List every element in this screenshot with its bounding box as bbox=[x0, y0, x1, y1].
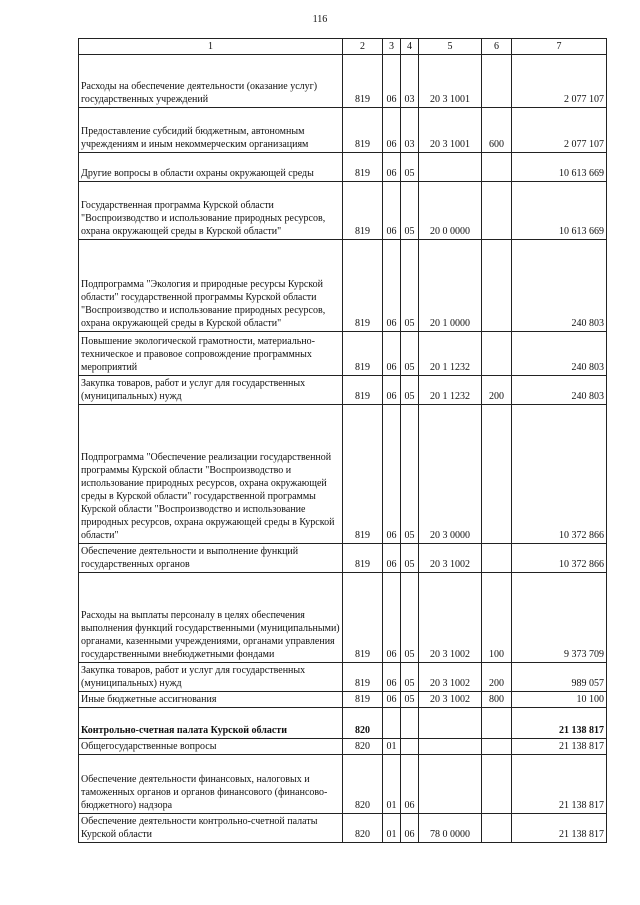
row-section: 06 bbox=[383, 240, 401, 332]
row-target-item bbox=[419, 739, 482, 755]
row-subsection bbox=[401, 739, 419, 755]
row-code: 819 bbox=[343, 405, 383, 544]
row-code: 819 bbox=[343, 332, 383, 376]
row-target-item: 20 3 1001 bbox=[419, 55, 482, 108]
row-section: 06 bbox=[383, 692, 401, 708]
row-section: 06 bbox=[383, 332, 401, 376]
row-expense-type bbox=[482, 240, 512, 332]
row-code: 820 bbox=[343, 755, 383, 814]
table-row bbox=[79, 573, 607, 663]
row-expense-type bbox=[482, 405, 512, 544]
row-description: Предоставление субсидий бюджетным, автономным учреждениям и иным некоммерческим организациям bbox=[79, 108, 343, 153]
row-subsection: 05 bbox=[401, 153, 419, 182]
column-header: 4 bbox=[401, 39, 419, 55]
row-expense-type bbox=[482, 739, 512, 755]
row-target-item bbox=[419, 755, 482, 814]
row-expense-type bbox=[482, 708, 512, 739]
table-row bbox=[79, 692, 607, 708]
row-description: Расходы на обеспечение деятельности (оказание услуг) государственных учреждений bbox=[79, 55, 343, 108]
row-description: Обеспечение деятельности контрольно-счетной палаты Курской области bbox=[79, 814, 343, 843]
row-expense-type bbox=[482, 814, 512, 843]
row-target-item: 20 3 1001 bbox=[419, 108, 482, 153]
row-target-item: 20 3 1002 bbox=[419, 663, 482, 692]
row-amount: 21 138 817 bbox=[512, 755, 607, 814]
table-row bbox=[79, 153, 607, 182]
row-expense-type bbox=[482, 332, 512, 376]
row-code: 819 bbox=[343, 544, 383, 573]
budget-table bbox=[78, 38, 607, 843]
row-amount: 240 803 bbox=[512, 240, 607, 332]
table-row bbox=[79, 55, 607, 108]
row-code: 819 bbox=[343, 182, 383, 240]
row-subsection: 03 bbox=[401, 55, 419, 108]
row-expense-type: 600 bbox=[482, 108, 512, 153]
row-description: Государственная программа Курской области "Воспроизводство и использование природных ресурсов, охрана окружающей среды в Курской области" bbox=[79, 182, 343, 240]
row-amount: 10 613 669 bbox=[512, 182, 607, 240]
row-subsection: 05 bbox=[401, 692, 419, 708]
row-subsection: 03 bbox=[401, 108, 419, 153]
row-section: 01 bbox=[383, 814, 401, 843]
row-target-item: 20 0 0000 bbox=[419, 182, 482, 240]
row-description: Иные бюджетные ассигнования bbox=[79, 692, 343, 708]
row-amount: 9 373 709 bbox=[512, 573, 607, 663]
row-amount: 989 057 bbox=[512, 663, 607, 692]
column-number-header-row bbox=[79, 39, 607, 55]
row-subsection: 05 bbox=[401, 544, 419, 573]
row-expense-type bbox=[482, 755, 512, 814]
row-subsection: 05 bbox=[401, 663, 419, 692]
row-code: 819 bbox=[343, 55, 383, 108]
column-header: 7 bbox=[512, 39, 607, 55]
row-description: Повышение экологической грамотности, материально-техническое и правовое сопровождение программных мероприятий bbox=[79, 332, 343, 376]
row-code: 819 bbox=[343, 573, 383, 663]
table-row bbox=[79, 544, 607, 573]
row-section: 06 bbox=[383, 182, 401, 240]
table-row bbox=[79, 240, 607, 332]
row-code: 819 bbox=[343, 108, 383, 153]
row-code: 820 bbox=[343, 708, 383, 739]
row-subsection: 05 bbox=[401, 405, 419, 544]
row-subsection bbox=[401, 708, 419, 739]
row-description: Общегосударственные вопросы bbox=[79, 739, 343, 755]
row-target-item bbox=[419, 153, 482, 182]
row-code: 819 bbox=[343, 153, 383, 182]
row-description: Обеспечение деятельности и выполнение функций государственных органов bbox=[79, 544, 343, 573]
row-subsection: 05 bbox=[401, 376, 419, 405]
row-section: 06 bbox=[383, 573, 401, 663]
row-description: Подпрограмма "Экология и природные ресурсы Курской области" государственной программы Курской области "Воспроизводство и использование природных ресурсов, охрана окружающей среды в Курской области" bbox=[79, 240, 343, 332]
row-code: 820 bbox=[343, 814, 383, 843]
row-expense-type bbox=[482, 182, 512, 240]
row-section: 01 bbox=[383, 739, 401, 755]
row-amount: 10 372 866 bbox=[512, 405, 607, 544]
row-subsection: 05 bbox=[401, 182, 419, 240]
row-description: Закупка товаров, работ и услуг для государственных (муниципальных) нужд bbox=[79, 376, 343, 405]
row-section: 06 bbox=[383, 108, 401, 153]
row-target-item bbox=[419, 708, 482, 739]
column-header: 1 bbox=[79, 39, 343, 55]
row-amount: 240 803 bbox=[512, 332, 607, 376]
table-row bbox=[79, 332, 607, 376]
row-subsection: 06 bbox=[401, 814, 419, 843]
row-target-item: 78 0 0000 bbox=[419, 814, 482, 843]
row-expense-type bbox=[482, 55, 512, 108]
row-target-item: 20 3 1002 bbox=[419, 544, 482, 573]
row-subsection: 05 bbox=[401, 332, 419, 376]
row-description: Контрольно-счетная палата Курской области bbox=[79, 708, 343, 739]
page-number: 116 bbox=[312, 14, 328, 25]
row-amount: 10 372 866 bbox=[512, 544, 607, 573]
table-row bbox=[79, 755, 607, 814]
row-code: 820 bbox=[343, 739, 383, 755]
row-expense-type: 800 bbox=[482, 692, 512, 708]
row-section: 06 bbox=[383, 544, 401, 573]
row-section bbox=[383, 708, 401, 739]
row-subsection: 05 bbox=[401, 573, 419, 663]
row-section: 06 bbox=[383, 376, 401, 405]
row-amount: 240 803 bbox=[512, 376, 607, 405]
row-subsection: 06 bbox=[401, 755, 419, 814]
table-row bbox=[79, 708, 607, 739]
row-target-item: 20 1 1232 bbox=[419, 332, 482, 376]
row-target-item: 20 1 1232 bbox=[419, 376, 482, 405]
row-expense-type: 200 bbox=[482, 376, 512, 405]
table-row bbox=[79, 182, 607, 240]
row-amount: 10 613 669 bbox=[512, 153, 607, 182]
row-description: Другие вопросы в области охраны окружающей среды bbox=[79, 153, 343, 182]
table-row bbox=[79, 376, 607, 405]
row-description: Обеспечение деятельности финансовых, налоговых и таможенных органов и органов финансового (финансово-бюджетного) надзора bbox=[79, 755, 343, 814]
row-expense-type: 100 bbox=[482, 573, 512, 663]
row-code: 819 bbox=[343, 692, 383, 708]
row-amount: 10 100 bbox=[512, 692, 607, 708]
row-amount: 21 138 817 bbox=[512, 708, 607, 739]
column-header: 2 bbox=[343, 39, 383, 55]
row-expense-type bbox=[482, 153, 512, 182]
table-row bbox=[79, 739, 607, 755]
row-code: 819 bbox=[343, 240, 383, 332]
row-expense-type bbox=[482, 544, 512, 573]
row-section: 06 bbox=[383, 153, 401, 182]
row-amount: 2 077 107 bbox=[512, 55, 607, 108]
row-target-item: 20 3 1002 bbox=[419, 573, 482, 663]
table-row bbox=[79, 663, 607, 692]
row-section: 06 bbox=[383, 405, 401, 544]
row-code: 819 bbox=[343, 663, 383, 692]
row-expense-type: 200 bbox=[482, 663, 512, 692]
row-target-item: 20 1 0000 bbox=[419, 240, 482, 332]
row-subsection: 05 bbox=[401, 240, 419, 332]
row-amount: 21 138 817 bbox=[512, 739, 607, 755]
table-row bbox=[79, 814, 607, 843]
row-code: 819 bbox=[343, 376, 383, 405]
row-description: Расходы на выплаты персоналу в целях обеспечения выполнения функций государственными (муниципальными) органами, казенными учреждениями, органами управления государственными внебюджетными фондами bbox=[79, 573, 343, 663]
column-header: 3 bbox=[383, 39, 401, 55]
table-row bbox=[79, 108, 607, 153]
row-description: Закупка товаров, работ и услуг для государственных (муниципальных) нужд bbox=[79, 663, 343, 692]
row-amount: 2 077 107 bbox=[512, 108, 607, 153]
row-amount: 21 138 817 bbox=[512, 814, 607, 843]
row-section: 06 bbox=[383, 663, 401, 692]
row-target-item: 20 3 0000 bbox=[419, 405, 482, 544]
table-row bbox=[79, 405, 607, 544]
row-target-item: 20 3 1002 bbox=[419, 692, 482, 708]
row-section: 06 bbox=[383, 55, 401, 108]
row-section: 01 bbox=[383, 755, 401, 814]
row-description: Подпрограмма "Обеспечение реализации государственной программы Курской области "Воспроизводство и использование природных ресурсов, охрана окружающей среды в Курской области" государственной программы Курской области "Воспроизводство и использование природных ресурсов, охрана окружающей среды в Курской области" bbox=[79, 405, 343, 544]
column-header: 5 bbox=[419, 39, 482, 55]
column-header: 6 bbox=[482, 39, 512, 55]
